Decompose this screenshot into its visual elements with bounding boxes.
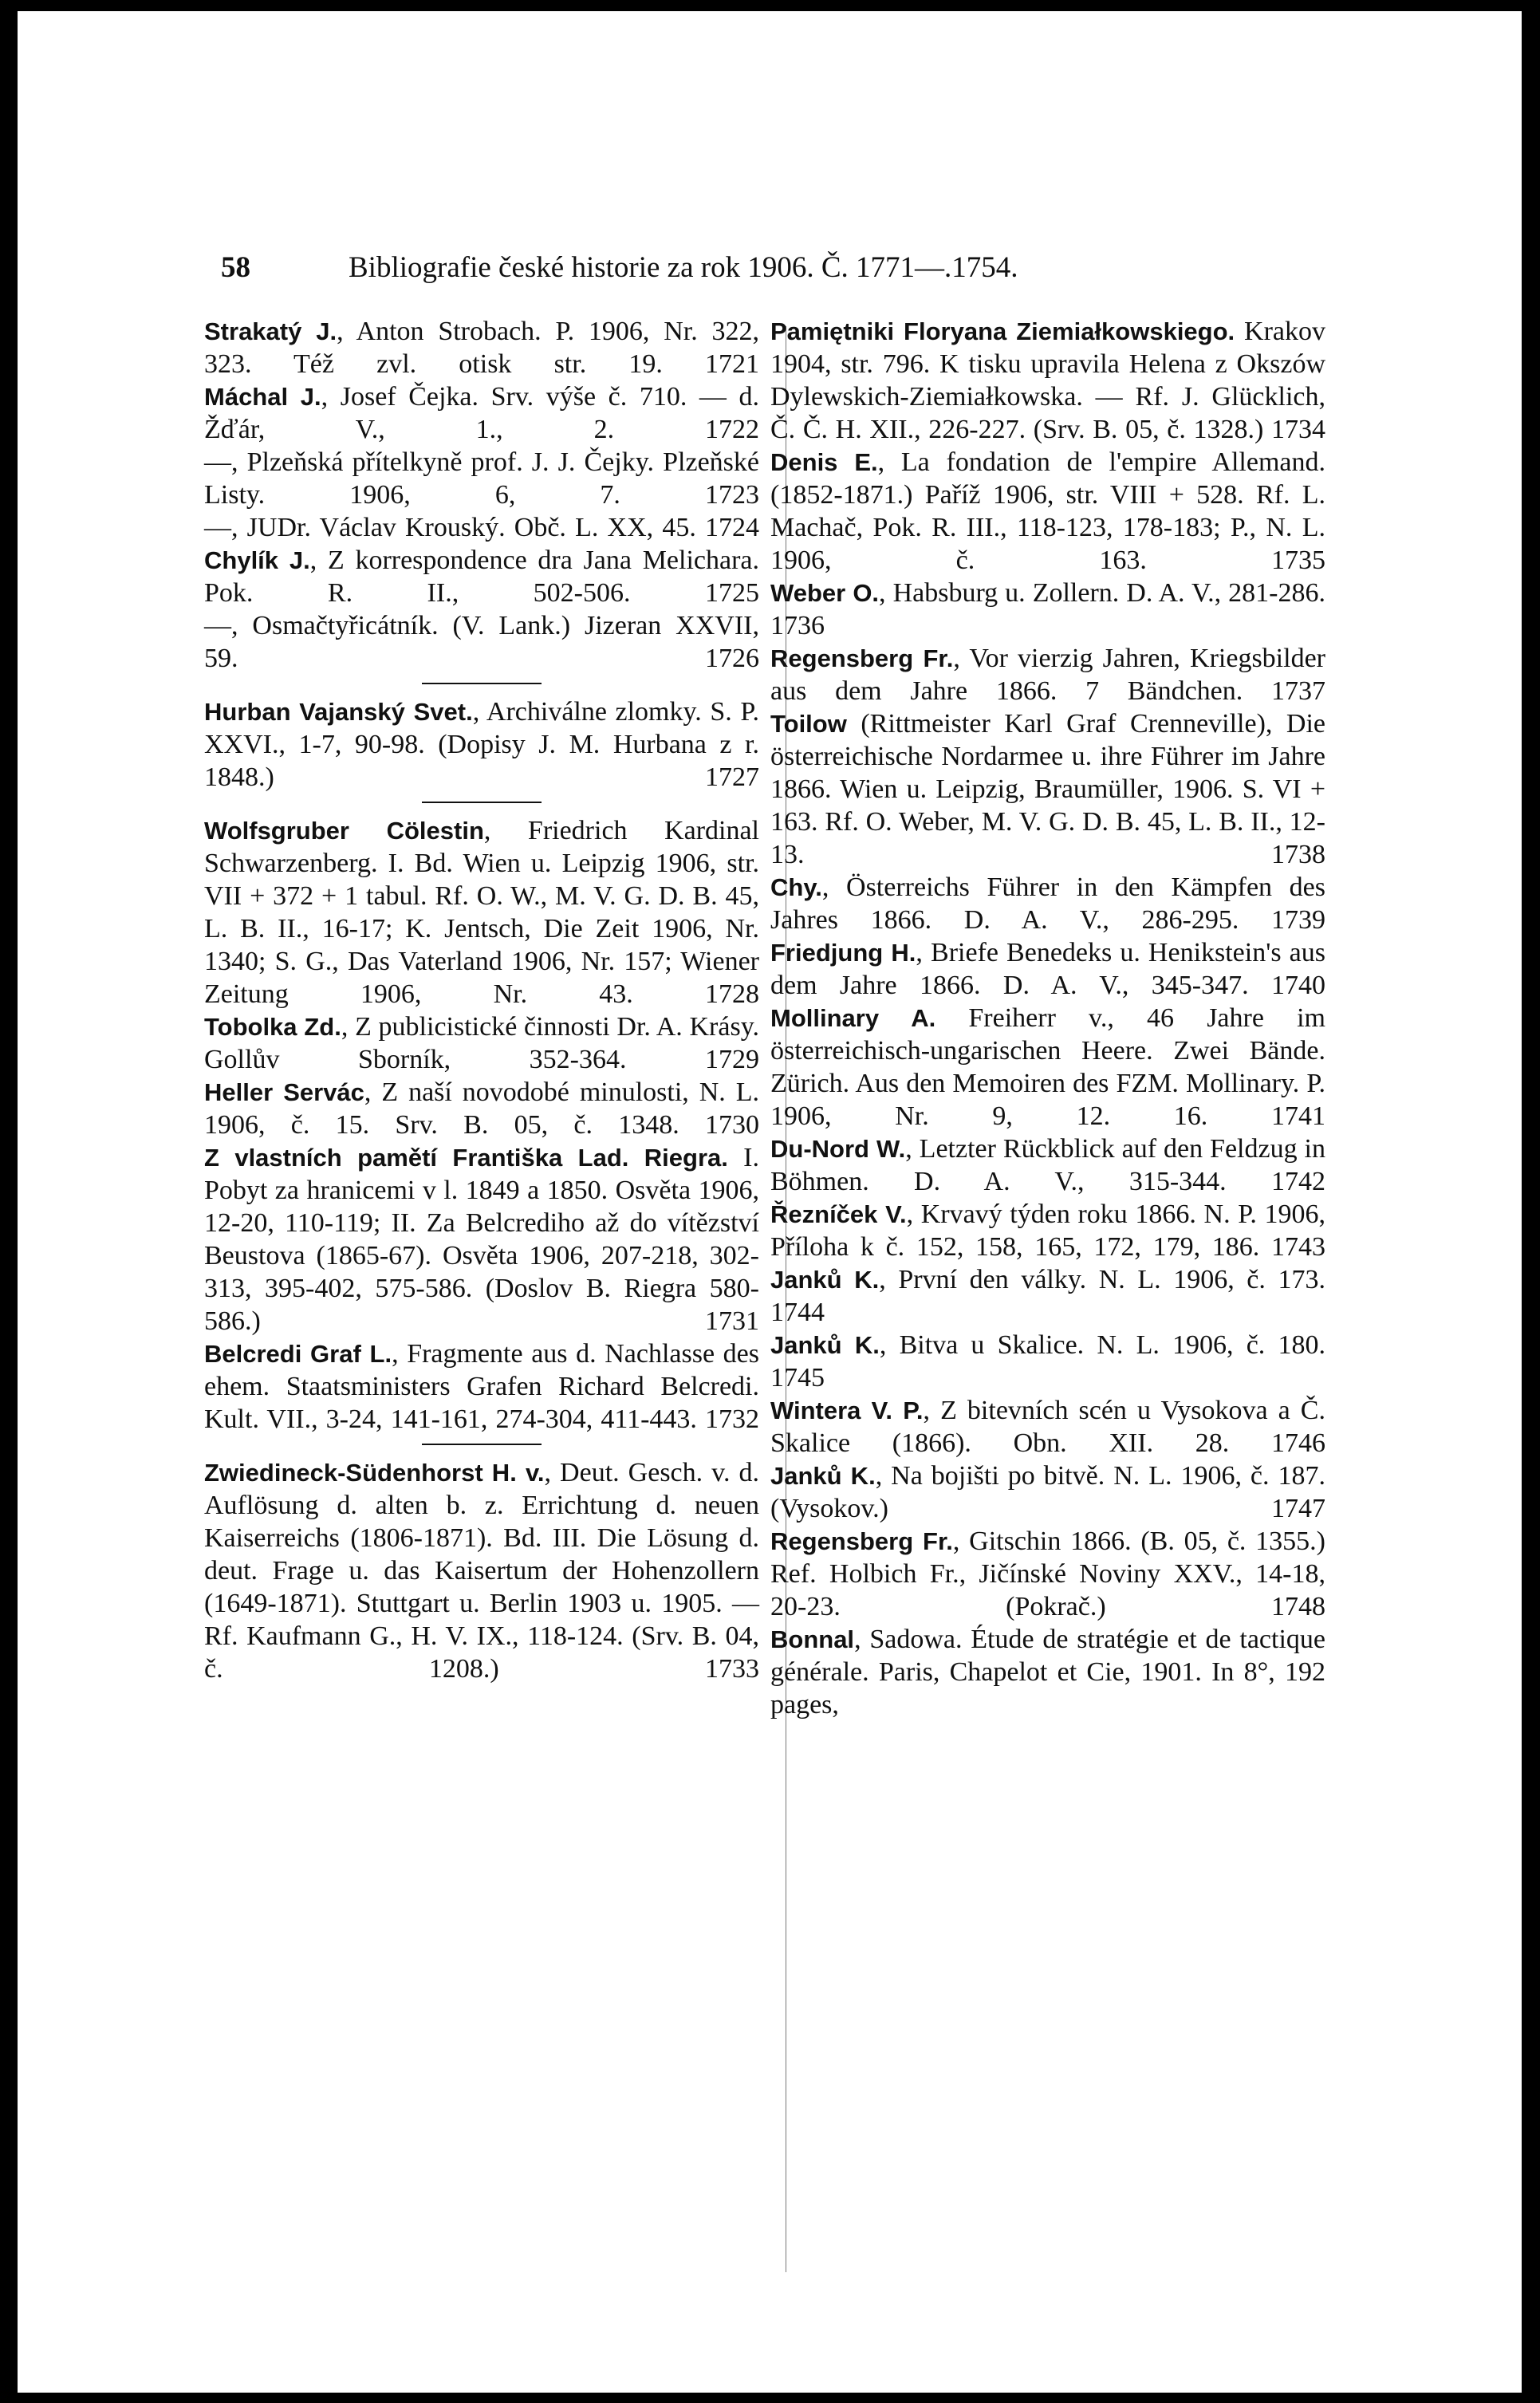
- entry-number: 1723: [705, 480, 759, 510]
- bibliography-entry: [204, 1141, 759, 1337]
- entry-number: 1746: [1271, 1428, 1325, 1458]
- entry-author: Weber O.: [770, 579, 880, 607]
- entry-text: , Letzter Rückblick auf den Feldzug in Böhmen. D. A. V., 315-344.: [770, 1134, 1325, 1196]
- entry-number: 1729: [705, 1045, 759, 1074]
- entry-text: Krakov 1904, str. 796. K tisku upravila Helena z Okszów Dylewskich-Ziemiałkowska. — Rf. J. Glücklich, Č. Č. H. XII., 226-227. (Srv. B. 05, č. 1328.): [770, 317, 1325, 444]
- entry-text: , Briefe Benedeks u. Henikstein's aus dem Jahre 1866. D. A. V., 345-347.: [770, 938, 1325, 1000]
- entry-author: Heller Servác: [204, 1078, 364, 1106]
- entry-text: , Vor vierzig Jahren, Kriegsbilder aus dem Jahre 1866. 7 Bändchen.: [770, 644, 1325, 706]
- entry-text: , Deut. Gesch. v. d. Auflösung d. alten b. z. Errichtung d. neuen Kaiserreichs (1806-1871). Bd. III. Die Lösung d. deut. Frage u. das Kaisertum der Hohenzollern (1649-1871). Stuttgart u. Berlin 1903 u. 1905. — Rf. Kaufmann G., H. V. IX., 118-124. (Srv. B. 04, č. 1208.): [204, 1458, 760, 1684]
- bibliography-entry: [204, 1456, 759, 1685]
- entry-number: 1728: [705, 979, 759, 1009]
- entry-number: 1737: [1271, 676, 1326, 706]
- entry-text: , Archiválne zlomky. S. P. XXVI., 1-7, 90-98. (Dopisy J. M. Hurbana z r. 1848.): [204, 697, 759, 792]
- entry-author: Strakatý J.: [204, 317, 337, 345]
- entry-text: I. Pobyt za hranicemi v l. 1849 a 1850. Osvěta 1906, 12-20, 110-119; II. Za Belcrediho až do vítězství Beustova (1865-67). Osvěta 1906, 207-218, 302-313, 395-402, 575-586. (Doslov B. Riegra 580-586.): [204, 1143, 759, 1336]
- entry-author: Janků K.: [770, 1331, 880, 1359]
- entry-number: 1739: [1271, 905, 1326, 935]
- entry-author: Janků K.: [770, 1462, 876, 1490]
- entry-number: 1748: [1271, 1592, 1325, 1621]
- entry-number: 1722: [705, 415, 760, 444]
- entry-number: 1733: [705, 1654, 759, 1684]
- bibliography-entry: [770, 642, 1325, 707]
- section-separator: [422, 683, 542, 684]
- section-separator: [422, 1444, 542, 1445]
- entry-text: , Gitschin 1866. (B. 05, č. 1355.) Ref. Holbich Fr., Jičínské Noviny XXV., 14-18, 20-23. (Pokrač.): [770, 1526, 1325, 1621]
- entry-number: 1747: [1271, 1494, 1325, 1523]
- bibliography-entry: [770, 446, 1325, 577]
- entry-number: 1721: [705, 349, 760, 379]
- entry-text: —, JUDr. Václav Krouský. Obč. L. XX, 45.: [204, 513, 696, 542]
- bibliography-entry: [770, 936, 1325, 1002]
- bibliography-entry: [204, 511, 759, 544]
- entry-number: 1726: [705, 644, 759, 673]
- bibliography-entry: [204, 695, 759, 794]
- bibliography-entry: [204, 380, 759, 446]
- entry-author: Denis E.: [770, 448, 878, 476]
- entry-author: Wintera V. P.: [770, 1396, 924, 1424]
- entry-text: , Na bojišti po bitvě. N. L. 1906, č. 187. (Vysokov.): [770, 1461, 1325, 1523]
- page-header: [221, 250, 1417, 285]
- bibliography-entry: [770, 1623, 1325, 1721]
- bibliography-entry: [204, 446, 759, 511]
- entry-author: Pamiętniki Floryana Ziemiałkowskiego.: [770, 317, 1235, 345]
- entry-text: , Josef Čejka. Srv. výše č. 710. — d. Žďár, V., 1., 2.: [204, 382, 759, 444]
- entry-number: 1744: [770, 1298, 825, 1327]
- page-number: 58: [221, 251, 250, 284]
- entry-number: 1740: [1271, 971, 1325, 1000]
- bibliography-entry: [204, 544, 759, 609]
- bibliography-entry: [770, 707, 1325, 871]
- entry-number: 1727: [705, 762, 759, 792]
- entry-author: Wolfsgruber Cölestin: [204, 817, 484, 845]
- entry-number: 1732: [705, 1404, 760, 1434]
- entry-text: , Krvavý týden roku 1866. N. P. 1906, Příloha k č. 152, 158, 165, 172, 179, 186.: [770, 1200, 1325, 1262]
- entry-author: Tobolka Zd.: [204, 1013, 341, 1041]
- entry-text: (Rittmeister Karl Graf Crenneville), Die österreichische Nordarmee u. ihre Führer im Jahre 1866. Wien u. Leipzig, Braumüller, 1906. S. VI + 163. Rf. O. Weber, M. V. G. D. B. 45, L. B. II., 12-13.: [770, 709, 1325, 869]
- entry-number: 1745: [770, 1363, 825, 1393]
- entry-text: , Z korrespondence dra Jana Melichara. Pok. R. II., 502-506.: [204, 546, 759, 608]
- entry-text: , Z bitevních scén u Vysokova a Č. Skalice (1866). Obn. XII. 28.: [770, 1396, 1325, 1458]
- entry-author: Friedjung H.: [770, 939, 916, 967]
- bibliography-entry: [770, 1394, 1325, 1460]
- entry-author: Belcredi Graf L.: [204, 1340, 392, 1368]
- entry-author: Řezníček V.: [770, 1200, 907, 1228]
- bibliography-entry: [770, 1460, 1325, 1525]
- entry-author: Du-Nord W.: [770, 1135, 906, 1163]
- entry-number: 1734: [1271, 415, 1326, 444]
- bibliography-entry: [204, 609, 759, 675]
- bibliography-entry: [204, 814, 759, 1010]
- entry-author: Janků K.: [770, 1266, 880, 1294]
- running-title: Bibliografie české historie za rok 1906. Č. 1771—.1754.: [349, 251, 1018, 284]
- entry-author: Regensberg Fr.: [770, 1527, 953, 1555]
- entry-number: 1742: [1271, 1167, 1326, 1196]
- bibliography-entry: [770, 1002, 1325, 1133]
- entry-number: 1731: [705, 1306, 759, 1336]
- entry-number: 1738: [1271, 840, 1325, 869]
- entry-author: Zwiedineck-Südenhorst H. v.: [204, 1459, 545, 1487]
- entry-number: 1741: [1271, 1101, 1326, 1131]
- right-column: [770, 315, 1325, 1721]
- entry-author: Regensberg Fr.: [770, 644, 954, 672]
- entry-number: 1743: [1271, 1232, 1325, 1262]
- entry-text: Freiherr v., 46 Jahre im österreichisch-ungarischen Heere. Zwei Bände. Zürich. Aus den Memoiren des FZM. Mollinary. P. 1906, Nr. 9, 12. 16.: [770, 1003, 1325, 1131]
- entry-number: 1735: [1271, 546, 1326, 575]
- left-column: [204, 315, 759, 1685]
- bibliography-entry: [770, 1525, 1325, 1623]
- bibliography-entry: [204, 1076, 759, 1141]
- entry-number: 1730: [705, 1110, 759, 1140]
- entry-text: —, Plzeňská přítelkyně prof. J. J. Čejky. Plzeňské Listy. 1906, 6, 7.: [204, 447, 759, 510]
- entry-text: , Sadowa. Étude de stratégie et de tactique générale. Paris, Chapelot et Cie, 1901. In 8°, 192 pages,: [770, 1625, 1325, 1720]
- bibliography-entry: [770, 1263, 1325, 1329]
- entry-text: , La fondation de l'empire Allemand. (1852-1871.) Paříž 1906, str. VIII + 528. Rf. L. Machač, Pok. R. III., 118-123, 178-183; P., N. L. 1906, č. 163.: [770, 447, 1325, 575]
- entry-number: 1736: [770, 611, 825, 640]
- entry-text: , Fragmente aus d. Nachlasse des ehem. Staatsministers Grafen Richard Belcredi. Kult. VII., 3-24, 141-161, 274-304, 411-443.: [204, 1339, 759, 1434]
- bibliography-entry: [770, 1329, 1325, 1394]
- entry-text: , Bitva u Skalice. N. L. 1906, č. 180.: [879, 1330, 1325, 1360]
- entry-author: Hurban Vajanský Svet.: [204, 698, 473, 726]
- entry-author: Z vlastních pamětí Františka Lad. Riegra.: [204, 1144, 728, 1172]
- bibliography-entry: [770, 871, 1325, 936]
- bibliography-entry: [204, 1337, 759, 1436]
- entry-author: Toilow: [770, 710, 847, 738]
- entry-number: 1724: [705, 513, 760, 542]
- bibliography-entry: [770, 1198, 1325, 1263]
- entry-text: , Österreichs Führer in den Kämpfen des Jahres 1866. D. A. V., 286-295.: [770, 873, 1325, 935]
- entry-text: , První den války. N. L. 1906, č. 173.: [879, 1265, 1325, 1294]
- entry-author: Bonnal: [770, 1625, 855, 1653]
- entry-author: Máchal J.: [204, 383, 321, 411]
- entry-text: , Z publicistické činnosti Dr. A. Krásy. Gollův Sborník, 352-364.: [204, 1012, 759, 1074]
- entry-text: , Z naší novodobé minulosti, N. L. 1906, č. 15. Srv. B. 05, č. 1348.: [204, 1077, 759, 1140]
- bibliography-entry: [204, 1010, 759, 1076]
- entry-text: , Anton Strobach. P. 1906, Nr. 322, 323. Též zvl. otisk str. 19.: [204, 317, 759, 379]
- bibliography-entry: [770, 1133, 1325, 1198]
- entry-text: , Friedrich Kardinal Schwarzenberg. I. Bd. Wien u. Leipzig 1906, str. VII + 372 + 1 tabul. Rf. O. W., M. V. G. D. B. 45, L. B. II., 16-17; K. Jentsch, Die Zeit 1906, Nr. 1340; S. G., Das Vaterland 1906, Nr. 157; Wiener Zeitung 1906, Nr. 43.: [204, 816, 759, 1009]
- entry-author: Chylík J.: [204, 546, 310, 574]
- entry-number: 1725: [705, 578, 759, 608]
- entry-text: , Habsburg u. Zollern. D. A. V., 281-286.: [879, 578, 1325, 608]
- entry-author: Mollinary A.: [770, 1004, 936, 1032]
- bibliography-entry: [770, 315, 1325, 446]
- entry-text: —, Osmačtyřicátník. (V. Lank.) Jizeran XXVII, 59.: [204, 611, 759, 673]
- section-separator: [422, 802, 542, 803]
- entry-author: Chy.: [770, 873, 822, 901]
- bibliography-entry: [770, 577, 1325, 642]
- bibliography-entry: [204, 315, 759, 380]
